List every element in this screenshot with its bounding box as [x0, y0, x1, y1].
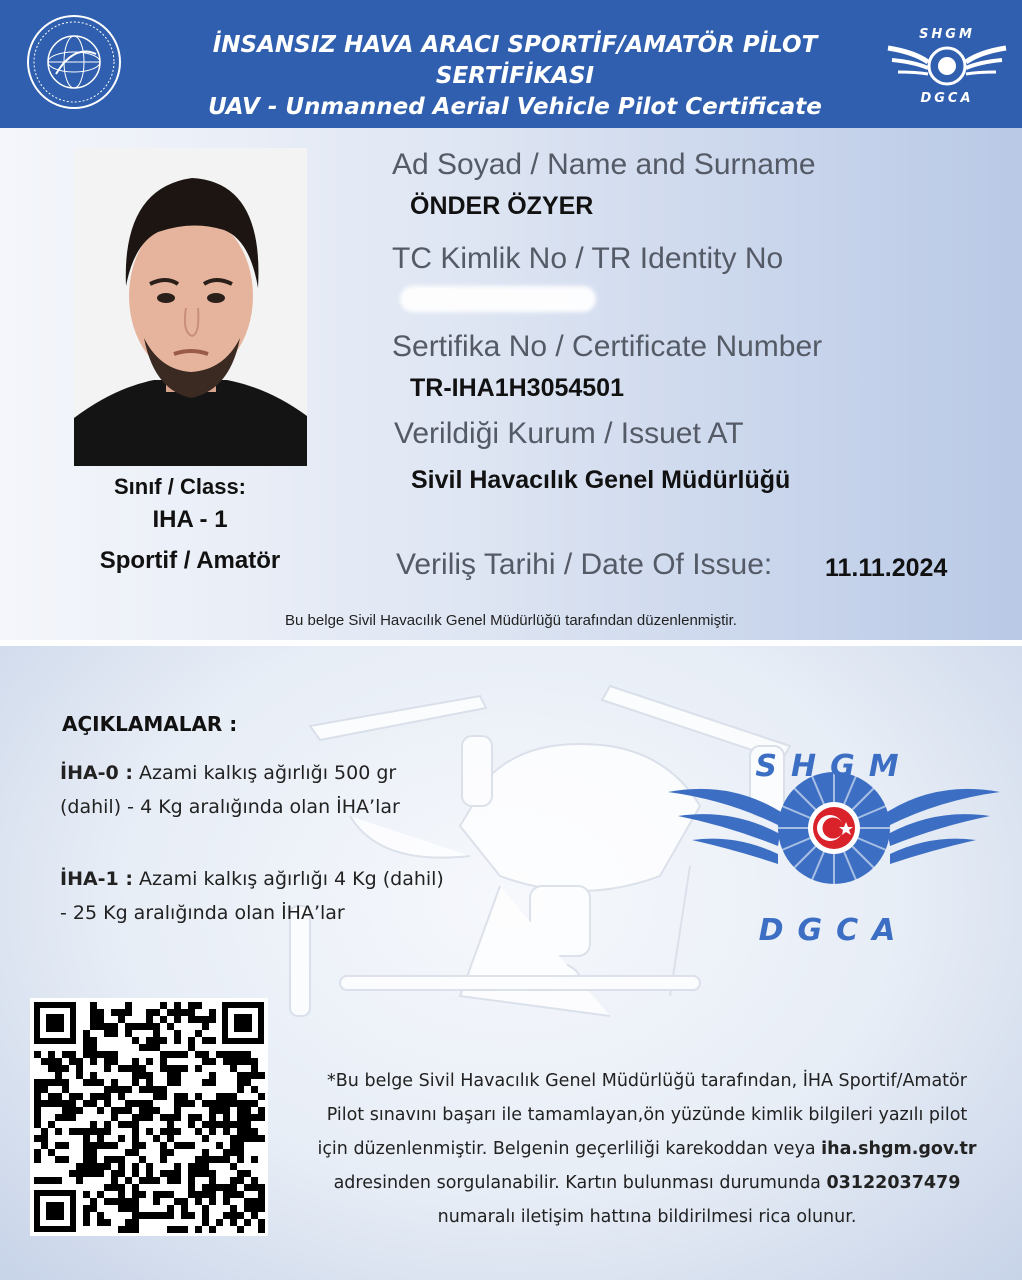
issue-date: 11.11.2024	[825, 554, 948, 582]
note-iha0-line2: (dahil) - 4 Kg aralığında olan İHA’lar	[60, 796, 400, 818]
name-label: Ad Soyad / Name and Surname	[392, 148, 816, 181]
certificate-back	[0, 646, 1022, 1280]
certificate-number: TR-IHA1H3054501	[410, 374, 624, 402]
title-turkish: İNSANSIZ HAVA ARACI SPORTİF/AMATÖR PİLOT SERTİFİKASI	[212, 32, 818, 89]
front-footnote: Bu belge Sivil Havacılık Genel Müdürlüğü tarafından düzenlenmiştir.	[285, 612, 737, 629]
shgm-dgca-logo-icon	[884, 18, 1010, 106]
pilot-photo	[74, 148, 307, 466]
class-type: Sportif / Amatör	[99, 547, 281, 574]
statement-line-2: Pilot sınavını başarı ile tamamlayan,ön yüzünde kimlik bilgileri yazılı pilot	[326, 1105, 968, 1125]
note-iha0-line1: Azami kalkış ağırlığı 500 gr	[139, 762, 397, 784]
class-value: IHA - 1	[152, 506, 228, 533]
certificate-header	[0, 0, 1022, 128]
verification-qr-code[interactable]	[30, 998, 268, 1236]
contact-phone[interactable]: 03122037479	[826, 1173, 961, 1193]
title-english: UAV - Unmanned Aerial Vehicle Pilot Certificate	[208, 94, 822, 120]
identity-redaction	[400, 286, 596, 312]
issuer-name: Sivil Havacılık Genel Müdürlüğü	[411, 466, 791, 494]
identity-label: TC Kimlik No / TR Identity No	[392, 242, 784, 275]
certificate-number-label: Sertifika No / Certificate Number	[392, 330, 823, 363]
issuer-label: Verildiği Kurum / Issuet AT	[394, 417, 744, 450]
class-label: Sınıf / Class:	[113, 474, 247, 499]
note-iha1	[60, 862, 520, 930]
holder-name: ÖNDER ÖZYER	[410, 192, 594, 220]
shgm-dgca-emblem-icon	[662, 750, 1006, 946]
note-iha1-line2: - 25 Kg aralığında olan İHA’lar	[60, 902, 345, 924]
statement-line-3: için düzenlenmiştir. Belgenin geçerliliği karekoddan veya	[317, 1139, 822, 1159]
emblem-bottom-text: DGCA	[758, 913, 910, 946]
statement-line-5: numaralı iletişim hattına bildirilmesi rica olunur.	[437, 1207, 857, 1227]
validity-statement	[282, 1064, 1012, 1234]
note-iha0	[60, 756, 520, 824]
logo-top-text: SHGM	[919, 27, 975, 42]
qr-code-icon	[30, 998, 268, 1236]
ministry-seal-icon	[26, 14, 122, 110]
certificate-title	[140, 30, 890, 123]
logo-bottom-text: DGCA	[920, 91, 974, 106]
note-iha0-key: İHA-0 :	[60, 762, 133, 784]
note-iha1-key: İHA-1 :	[60, 868, 133, 890]
verification-url[interactable]: iha.shgm.gov.tr	[821, 1139, 977, 1159]
statement-line-4: adresinden sorgulanabilir. Kartın bulunması durumunda	[333, 1173, 827, 1193]
note-iha1-line1: Azami kalkış ağırlığı 4 Kg (dahil)	[139, 868, 444, 890]
emblem-top-text: SHGM	[755, 750, 913, 784]
statement-line-1: *Bu belge Sivil Havacılık Genel Müdürlüğü tarafından, İHA Sportif/Amatör	[327, 1071, 967, 1091]
notes-title: AÇIKLAMALAR :	[62, 712, 238, 736]
issue-date-label: Veriliş Tarihi / Date Of Issue:	[396, 548, 773, 581]
